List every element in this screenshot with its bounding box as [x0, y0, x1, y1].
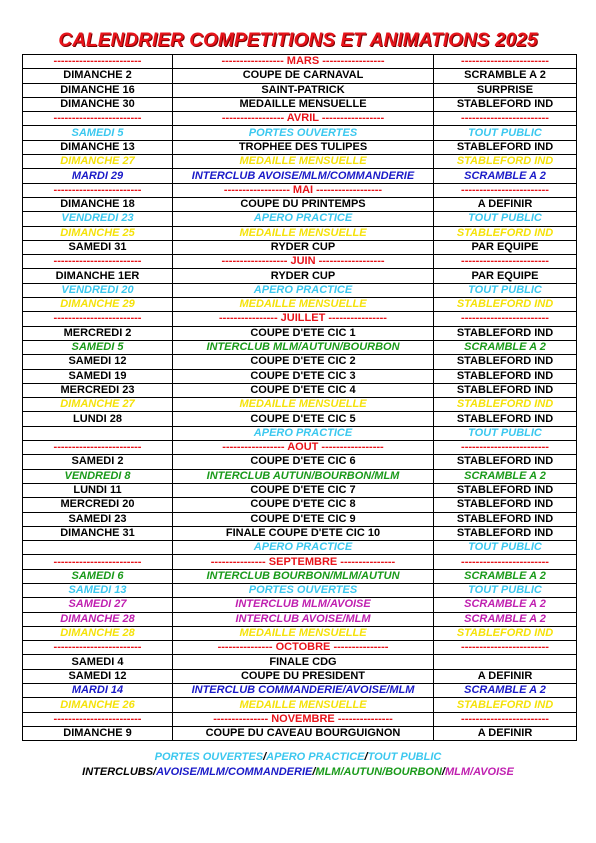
event-date: DIMANCHE 27	[23, 155, 173, 169]
event-date: MARDI 29	[23, 169, 173, 183]
event-row	[23, 512, 577, 526]
event-format: SCRAMBLE A 2	[434, 598, 577, 612]
event-row	[23, 698, 577, 712]
event-format: STABLEFORD IND	[434, 298, 577, 312]
event-format: STABLEFORD IND	[434, 383, 577, 397]
legend-segment: INTERCLUBS/	[82, 766, 157, 778]
event-name: COUPE D'ETE CIC 8	[173, 498, 434, 512]
event-date: MERCREDI 2	[23, 326, 173, 340]
month-separator: ------------------------	[23, 712, 173, 726]
event-name: TROPHEE DES TULIPES	[173, 140, 434, 154]
month-header-row	[23, 183, 577, 197]
event-format: SCRAMBLE A 2	[434, 169, 577, 183]
event-name: COUPE D'ETE CIC 5	[173, 412, 434, 426]
month-label: ----------------- AVRIL -----------------	[173, 112, 434, 126]
legend-segment: AVOISE/MLM/COMMANDERIE	[156, 766, 313, 778]
event-date: LUNDI 11	[23, 483, 173, 497]
legend-segment: MLM/AVOISE	[444, 766, 514, 778]
month-separator: ------------------------	[23, 183, 173, 197]
event-name: RYDER CUP	[173, 240, 434, 254]
event-row	[23, 426, 577, 440]
month-header-row	[23, 255, 577, 269]
legend-segment: MLM/AUTUN/BOURBON	[315, 766, 442, 778]
event-date: VENDREDI 8	[23, 469, 173, 483]
event-date: MARDI 14	[23, 684, 173, 698]
event-row	[23, 469, 577, 483]
month-header-row	[23, 555, 577, 569]
calendar-table	[22, 54, 577, 741]
month-separator: ------------------------	[434, 712, 577, 726]
event-row	[23, 483, 577, 497]
event-format: PAR EQUIPE	[434, 269, 577, 283]
event-format	[434, 655, 577, 669]
event-date	[23, 541, 173, 555]
event-name: MEDAILLE MENSUELLE	[173, 398, 434, 412]
legend-segment: /	[263, 751, 267, 763]
month-header-row	[23, 312, 577, 326]
event-name: APERO PRACTICE	[173, 541, 434, 555]
event-row	[23, 684, 577, 698]
event-format: STABLEFORD IND	[434, 483, 577, 497]
event-format: A DEFINIR	[434, 726, 577, 740]
event-row	[23, 97, 577, 111]
month-label: ------------------ MAI ------------------	[173, 183, 434, 197]
event-format: SCRAMBLE A 2	[434, 569, 577, 583]
event-row	[23, 383, 577, 397]
month-separator: ------------------------	[23, 55, 173, 69]
event-date: VENDREDI 23	[23, 212, 173, 226]
event-row	[23, 583, 577, 597]
event-format: SCRAMBLE A 2	[434, 469, 577, 483]
event-format: TOUT PUBLIC	[434, 426, 577, 440]
event-row	[23, 283, 577, 297]
event-format: STABLEFORD IND	[434, 398, 577, 412]
month-separator: ------------------------	[434, 441, 577, 455]
event-format: STABLEFORD IND	[434, 498, 577, 512]
event-name: INTERCLUB MLM/AUTUN/BOURBON	[173, 340, 434, 354]
month-separator: ------------------------	[434, 555, 577, 569]
event-row	[23, 197, 577, 211]
event-row	[23, 569, 577, 583]
event-row	[23, 155, 577, 169]
event-row	[23, 369, 577, 383]
event-row	[23, 226, 577, 240]
event-row	[23, 69, 577, 83]
event-name: COUPE D'ETE CIC 9	[173, 512, 434, 526]
event-row	[23, 140, 577, 154]
event-date: MERCREDI 23	[23, 383, 173, 397]
event-date: DIMANCHE 29	[23, 298, 173, 312]
calendar-title: CALENDRIER COMPETITIONS ET ANIMATIONS 2025	[58, 30, 538, 51]
event-row	[23, 212, 577, 226]
event-date: SAMEDI 31	[23, 240, 173, 254]
event-row	[23, 298, 577, 312]
event-name: MEDAILLE MENSUELLE	[173, 698, 434, 712]
event-row	[23, 669, 577, 683]
event-name: COUPE D'ETE CIC 6	[173, 455, 434, 469]
event-row	[23, 326, 577, 340]
event-name: INTERCLUB AVOISE/MLM/COMMANDERIE	[173, 169, 434, 183]
event-date: DIMANCHE 31	[23, 526, 173, 540]
event-name: COUPE DU CAVEAU BOURGUIGNON	[173, 726, 434, 740]
month-separator: ------------------------	[434, 112, 577, 126]
event-row	[23, 240, 577, 254]
event-name: FINALE CDG	[173, 655, 434, 669]
event-format: SCRAMBLE A 2	[434, 612, 577, 626]
event-format: TOUT PUBLIC	[434, 583, 577, 597]
legend-segment: /	[441, 766, 445, 778]
event-format: STABLEFORD IND	[434, 526, 577, 540]
event-date: DIMANCHE 25	[23, 226, 173, 240]
event-row	[23, 269, 577, 283]
month-label: ---------------- JUILLET ----------------	[173, 312, 434, 326]
month-label: --------------- NOVEMBRE ---------------	[173, 712, 434, 726]
event-date	[23, 426, 173, 440]
event-date: SAMEDI 23	[23, 512, 173, 526]
event-format: STABLEFORD IND	[434, 512, 577, 526]
event-date: SAMEDI 2	[23, 455, 173, 469]
event-date: SAMEDI 5	[23, 340, 173, 354]
event-row	[23, 340, 577, 354]
event-format: SCRAMBLE A 2	[434, 684, 577, 698]
event-row	[23, 526, 577, 540]
event-format: PAR EQUIPE	[434, 240, 577, 254]
event-date: DIMANCHE 30	[23, 97, 173, 111]
event-date: DIMANCHE 1ER	[23, 269, 173, 283]
event-date: DIMANCHE 13	[23, 140, 173, 154]
event-format: TOUT PUBLIC	[434, 541, 577, 555]
month-label: ----------------- AOUT -----------------	[173, 441, 434, 455]
legend-segment: TOUT PUBLIC	[367, 751, 442, 763]
event-date: VENDREDI 20	[23, 283, 173, 297]
event-date: DIMANCHE 28	[23, 626, 173, 640]
month-header-row	[23, 441, 577, 455]
event-date: DIMANCHE 2	[23, 69, 173, 83]
event-name: COUPE DU PRINTEMPS	[173, 197, 434, 211]
event-date: DIMANCHE 9	[23, 726, 173, 740]
event-name: INTERCLUB BOURBON/MLM/AUTUN	[173, 569, 434, 583]
event-row	[23, 598, 577, 612]
event-date: SAMEDI 12	[23, 355, 173, 369]
legend-segment: /	[364, 751, 368, 763]
event-date: SAMEDI 5	[23, 126, 173, 140]
month-header-row	[23, 112, 577, 126]
event-format: STABLEFORD IND	[434, 626, 577, 640]
month-separator: ------------------------	[23, 255, 173, 269]
event-name: COUPE D'ETE CIC 3	[173, 369, 434, 383]
event-date: SAMEDI 27	[23, 598, 173, 612]
month-label: --------------- OCTOBRE ---------------	[173, 641, 434, 655]
event-name: APERO PRACTICE	[173, 426, 434, 440]
month-header-row	[23, 641, 577, 655]
event-row	[23, 498, 577, 512]
event-date: DIMANCHE 18	[23, 197, 173, 211]
event-format: STABLEFORD IND	[434, 155, 577, 169]
event-row	[23, 412, 577, 426]
month-label: ------------------ JUIN ------------------	[173, 255, 434, 269]
month-separator: ------------------------	[434, 641, 577, 655]
event-format: STABLEFORD IND	[434, 97, 577, 111]
event-format: STABLEFORD IND	[434, 412, 577, 426]
legend-segment: PORTES OUVERTES	[154, 751, 264, 763]
event-row	[23, 355, 577, 369]
event-name: COUPE DE CARNAVAL	[173, 69, 434, 83]
event-date: DIMANCHE 27	[23, 398, 173, 412]
event-name: PORTES OUVERTES	[173, 583, 434, 597]
event-name: APERO PRACTICE	[173, 212, 434, 226]
event-date: SAMEDI 4	[23, 655, 173, 669]
event-name: INTERCLUB MLM/AVOISE	[173, 598, 434, 612]
month-separator: ------------------------	[434, 55, 577, 69]
event-name: SAINT-PATRICK	[173, 83, 434, 97]
event-name: COUPE D'ETE CIC 1	[173, 326, 434, 340]
event-format: STABLEFORD IND	[434, 698, 577, 712]
event-row	[23, 655, 577, 669]
event-format: TOUT PUBLIC	[434, 212, 577, 226]
month-header-row	[23, 712, 577, 726]
event-row	[23, 83, 577, 97]
event-name: MEDAILLE MENSUELLE	[173, 626, 434, 640]
event-date: DIMANCHE 28	[23, 612, 173, 626]
event-name: PORTES OUVERTES	[173, 126, 434, 140]
event-name: COUPE DU PRESIDENT	[173, 669, 434, 683]
event-date: DIMANCHE 26	[23, 698, 173, 712]
event-name: MEDAILLE MENSUELLE	[173, 155, 434, 169]
month-separator: ------------------------	[23, 441, 173, 455]
event-format: TOUT PUBLIC	[434, 126, 577, 140]
event-format: A DEFINIR	[434, 669, 577, 683]
event-format: STABLEFORD IND	[434, 455, 577, 469]
event-format: STABLEFORD IND	[434, 326, 577, 340]
event-row	[23, 626, 577, 640]
event-name: COUPE D'ETE CIC 4	[173, 383, 434, 397]
month-separator: ------------------------	[23, 112, 173, 126]
month-separator: ------------------------	[23, 555, 173, 569]
month-separator: ------------------------	[434, 183, 577, 197]
event-name: APERO PRACTICE	[173, 283, 434, 297]
event-row	[23, 455, 577, 469]
event-name: INTERCLUB AUTUN/BOURBON/MLM	[173, 469, 434, 483]
event-name: COUPE D'ETE CIC 2	[173, 355, 434, 369]
month-separator: ------------------------	[23, 641, 173, 655]
event-name: FINALE COUPE D'ETE CIC 10	[173, 526, 434, 540]
event-date: LUNDI 28	[23, 412, 173, 426]
event-date: SAMEDI 19	[23, 369, 173, 383]
event-name: INTERCLUB COMMANDERIE/AVOISE/MLM	[173, 684, 434, 698]
event-format: SCRAMBLE A 2	[434, 340, 577, 354]
event-name: MEDAILLE MENSUELLE	[173, 97, 434, 111]
event-row	[23, 398, 577, 412]
month-label: ----------------- MARS -----------------	[173, 55, 434, 69]
event-format: TOUT PUBLIC	[434, 283, 577, 297]
event-format: A DEFINIR	[434, 197, 577, 211]
event-row	[23, 541, 577, 555]
event-format: STABLEFORD IND	[434, 355, 577, 369]
month-separator: ------------------------	[23, 312, 173, 326]
event-row	[23, 126, 577, 140]
event-date: SAMEDI 6	[23, 569, 173, 583]
month-separator: ------------------------	[434, 255, 577, 269]
event-name: MEDAILLE MENSUELLE	[173, 226, 434, 240]
event-name: RYDER CUP	[173, 269, 434, 283]
event-date: SAMEDI 13	[23, 583, 173, 597]
event-format: STABLEFORD IND	[434, 369, 577, 383]
event-format: SURPRISE	[434, 83, 577, 97]
event-date: SAMEDI 12	[23, 669, 173, 683]
event-row	[23, 612, 577, 626]
event-name: MEDAILLE MENSUELLE	[173, 298, 434, 312]
event-format: SCRAMBLE A 2	[434, 69, 577, 83]
event-date: DIMANCHE 16	[23, 83, 173, 97]
month-header-row	[23, 55, 577, 69]
legend-segment: /	[312, 766, 316, 778]
event-name: INTERCLUB AVOISE/MLM	[173, 612, 434, 626]
event-date: MERCREDI 20	[23, 498, 173, 512]
event-format: STABLEFORD IND	[434, 140, 577, 154]
legend-line-animations	[0, 751, 596, 763]
month-separator: ------------------------	[434, 312, 577, 326]
event-row	[23, 726, 577, 740]
legend-segment: APERO PRACTICE	[266, 751, 365, 763]
event-row	[23, 169, 577, 183]
month-label: --------------- SEPTEMBRE ---------------	[173, 555, 434, 569]
event-name: COUPE D'ETE CIC 7	[173, 483, 434, 497]
event-format: STABLEFORD IND	[434, 226, 577, 240]
legend-line-interclubs	[0, 766, 596, 778]
